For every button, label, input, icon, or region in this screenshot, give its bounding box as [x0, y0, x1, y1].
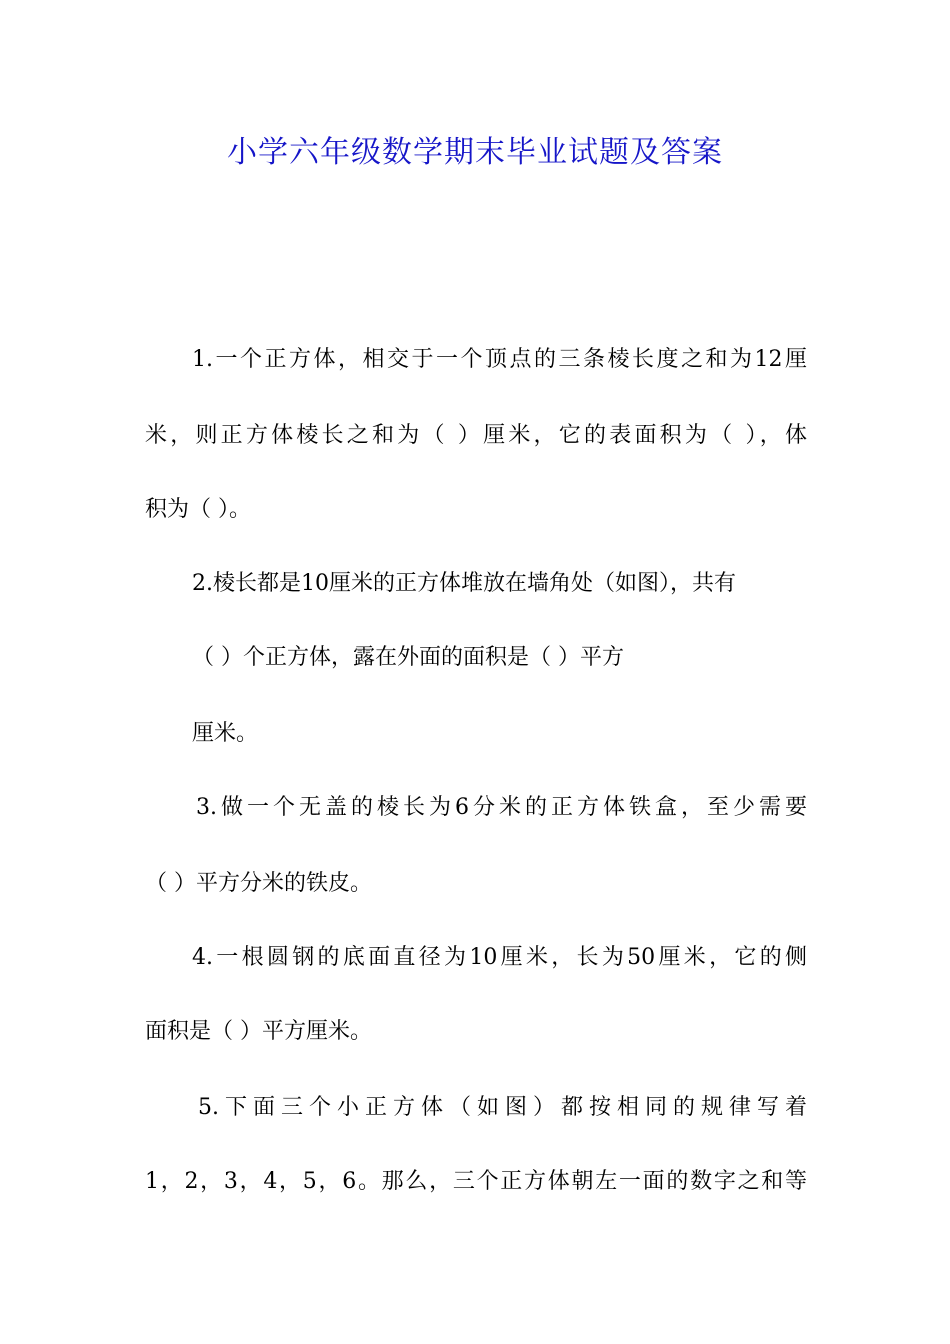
question-4-line-1: 4.一根圆钢的底面直径为10厘米，长为50厘米，它的侧	[192, 945, 807, 970]
question-4-line-2: 面积是（ ）平方厘米。	[145, 1019, 372, 1044]
document-title: 小学六年级数学期末毕业试题及答案	[227, 135, 723, 170]
question-2-line-2: （ ）个正方体，露在外面的面积是（ ）平方	[192, 645, 624, 670]
question-1-line-1: 1.一个正方体，相交于一个顶点的三条棱长度之和为12厘	[192, 347, 807, 372]
question-1-line-3: 积为（ ）。	[145, 497, 251, 522]
question-3-line-1: 3.做一个无盖的棱长为6分米的正方体铁盒，至少需要	[196, 795, 807, 820]
question-3-line-2: （ ）平方分米的铁皮。	[145, 871, 372, 896]
question-5-line-2: 1，2，3，4，5，6。那么，三个正方体朝左一面的数字之和等	[145, 1169, 807, 1194]
question-2-line-1: 2.棱长都是10厘米的正方体堆放在墙角处（如图），共有	[192, 571, 736, 596]
question-5-line-1: 5.下面三个小正方体（如图）都按相同的规律写着	[198, 1095, 807, 1120]
question-1-line-2: 米，则正方体棱长之和为（ ）厘米，它的表面积为（ ），体	[145, 423, 807, 448]
question-2-line-3: 厘米。	[192, 721, 259, 746]
